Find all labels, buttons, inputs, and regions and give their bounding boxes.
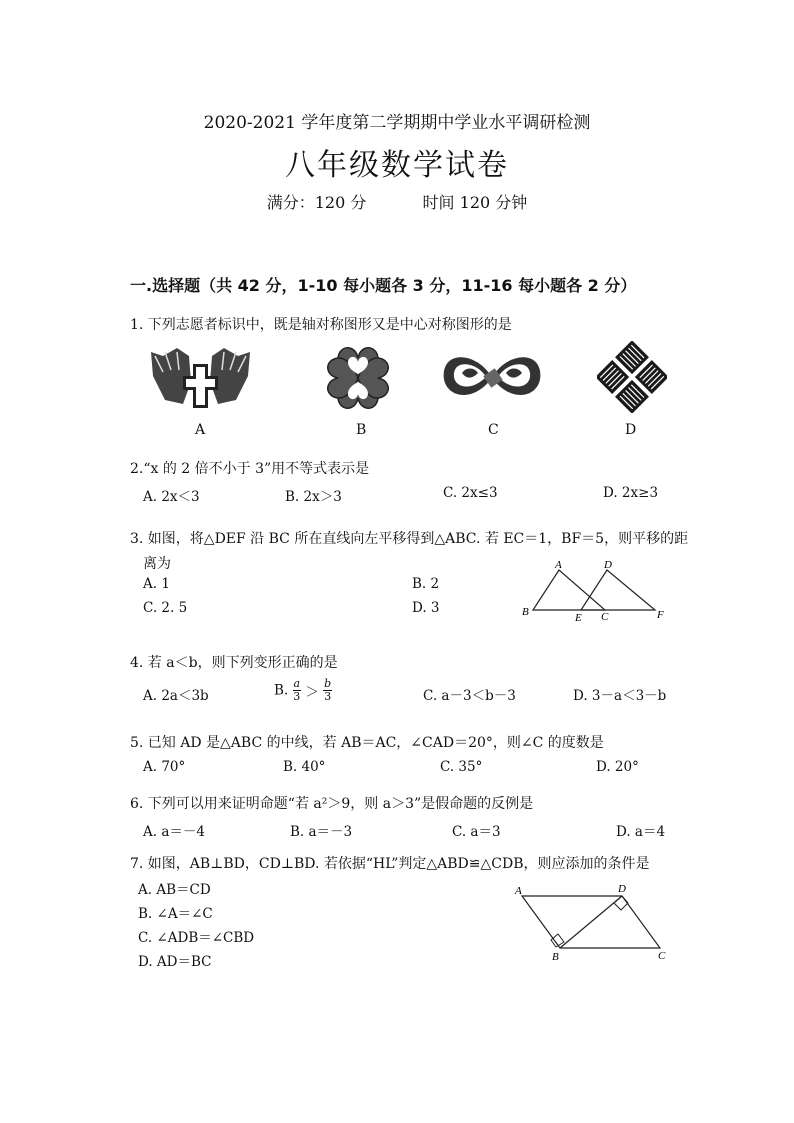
q6-option-d: D. a＝4 [616, 824, 666, 840]
q1-figure-c-infinity-hearts-icon [440, 343, 545, 413]
q6-option-c: C. a＝3 [452, 824, 501, 840]
q4-option-a: A. 2a＜3b [143, 688, 209, 704]
q7-option-c: C. ∠ADB＝∠CBD [138, 930, 255, 946]
q3-stem-line1: 3. 如图，将△DEF 沿 BC 所在直线向左平移得到△ABC. 若 EC＝1，BF＝5，则平移的距 [130, 531, 689, 547]
q2-option-a: A. 2x＜3 [143, 489, 200, 505]
exam-time: 时间 120 分钟 [422, 193, 528, 212]
q5-option-c: C. 35° [440, 759, 483, 775]
q7-stem: 7. 如图，AB⊥BD，CD⊥BD. 若依据“HL”判定△ABD≌△CDB，则应添加的条件是 [130, 856, 650, 872]
q1-figure-d-squares-icon [597, 341, 667, 413]
q4-option-b-op: ＞ [305, 684, 319, 701]
q3-fig-label-a: A [555, 559, 562, 571]
q5-option-d: D. 20° [596, 759, 639, 775]
q4-option-b-letter: B. [274, 682, 289, 699]
q4-option-b-frac-left [293, 678, 302, 703]
q3-option-a: A. 1 [143, 576, 170, 592]
q1-label-a: A [195, 422, 206, 438]
q2-option-b: B. 2x＞3 [285, 489, 342, 505]
q6-stem: 6. 下列可以用来证明命题“若 a²＞9，则 a＞3”是假命题的反例是 [130, 796, 534, 812]
q4-option-b-right-num: b [324, 677, 332, 690]
q3-fig-label-d: D [604, 559, 612, 571]
q3-fig-label-e: E [575, 612, 582, 624]
q3-option-d: D. 3 [412, 600, 440, 616]
q4-stem: 4. 若 a＜b，则下列变形正确的是 [130, 655, 338, 671]
full-score: 满分：120 分 [266, 193, 367, 212]
q4-option-b [274, 678, 332, 703]
q7-option-b: B. ∠A＝∠C [138, 906, 213, 922]
q6-option-a: A. a＝－4 [143, 824, 205, 840]
exam-header-line: 2020-2021 学年度第二学期期中学业水平调研检测 [203, 113, 591, 133]
q4-option-b-left-num: a [293, 677, 301, 690]
q3-option-c: C. 2. 5 [143, 600, 188, 616]
q7-option-a: A. AB＝CD [138, 882, 211, 898]
q1-label-b: B [356, 422, 367, 438]
q3-triangle-translation-figure [518, 558, 670, 626]
q7-fig-label-a: A [515, 885, 522, 897]
q5-option-b: B. 40° [283, 759, 326, 775]
q4-option-c: C. a－3＜b－3 [423, 688, 516, 704]
q2-option-c: C. 2x≤3 [443, 485, 498, 501]
q4-option-b-left-den: 3 [293, 690, 301, 703]
q3-option-b: B. 2 [412, 576, 440, 592]
q4-option-d: D. 3－a＜3－b [573, 688, 667, 704]
section-title: 一.选择题（共 42 分，1-10 每小题各 3 分，11-16 每小题各 2 分） [130, 276, 637, 295]
q7-fig-label-c: C [658, 950, 666, 962]
q7-fig-label-d: D [618, 883, 626, 895]
q4-option-b-frac-right [323, 678, 332, 703]
q5-stem: 5. 已知 AD 是△ABC 的中线，若 AB＝AC，∠CAD＝20°，则∠C 的度数是 [130, 735, 604, 751]
exam-meta [0, 190, 794, 213]
q3-fig-label-f: F [657, 609, 664, 621]
exam-title: 八年级数学试卷 [285, 148, 509, 183]
q5-option-a: A. 70° [143, 759, 186, 775]
q1-figure-b-clover-icon [322, 342, 394, 414]
q7-fig-label-b: B [552, 951, 559, 962]
q7-option-d: D. AD＝BC [138, 954, 212, 970]
q6-option-b: B. a＝－3 [290, 824, 353, 840]
q1-label-c: C [488, 422, 499, 438]
q1-stem: 1. 下列志愿者标识中，既是轴对称图形又是中心对称图形的是 [130, 317, 512, 333]
q4-option-b-right-den: 3 [324, 690, 332, 703]
q3-stem-line2: 离为 [143, 556, 171, 572]
q3-fig-label-c: C [601, 611, 609, 623]
q7-parallelogram-figure [512, 882, 672, 962]
q1-label-d: D [625, 422, 637, 438]
q2-option-d: D. 2x≥3 [603, 485, 659, 501]
q2-stem: 2.“x 的 2 倍不小于 3”用不等式表示是 [130, 461, 370, 477]
q1-figure-a-hands-cross-icon [143, 342, 258, 412]
q3-fig-label-b: B [522, 606, 529, 618]
